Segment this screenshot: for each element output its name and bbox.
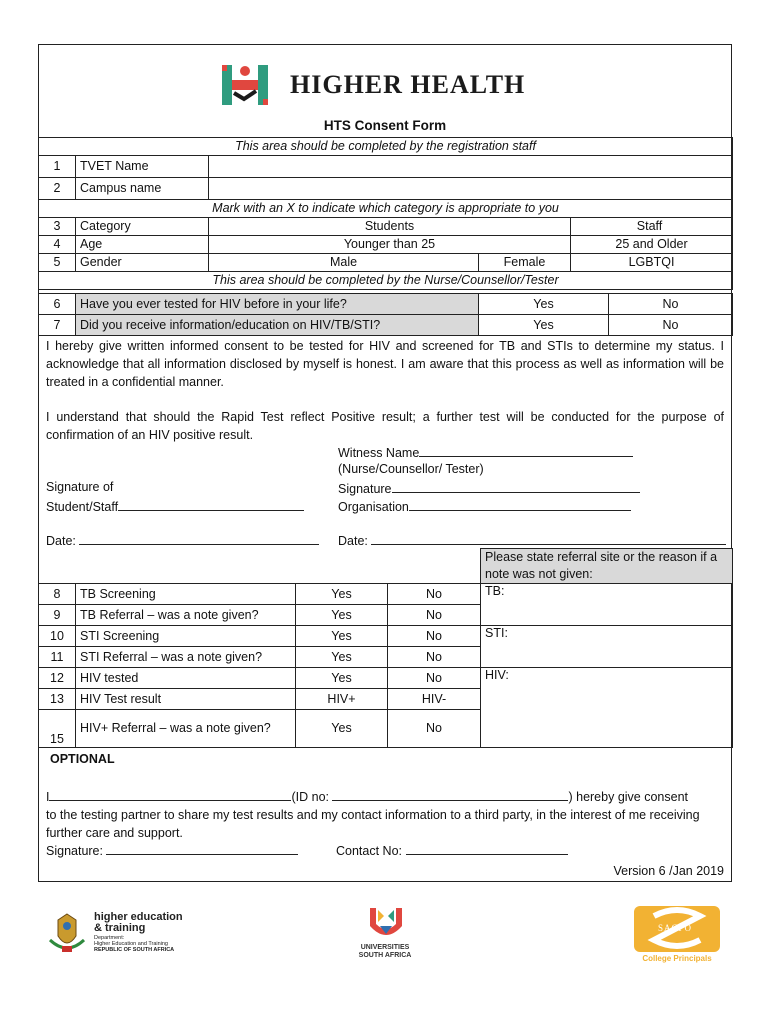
hiv-positive-referral-no[interactable]: No [388,710,481,748]
registration-table [38,137,733,290]
nurse-note: This area should be completed by the Nurse/Counsellor/Tester [39,272,733,290]
row-number: 15 [39,710,76,748]
received-education-question: Did you receive information/education on HIV/TB/STI? [76,315,479,336]
sti-screening-no[interactable]: No [388,626,481,647]
higher-health-mark-icon [220,63,280,107]
dhet-sub-2: Higher Education and Training [94,941,168,947]
row-number: 11 [39,647,76,668]
row-number: 6 [39,294,76,315]
sti-screening-yes[interactable]: Yes [296,626,388,647]
hiv-tested-before-no[interactable]: No [609,294,733,315]
received-education-yes[interactable]: Yes [479,315,609,336]
optional-heading: OPTIONAL [50,752,115,766]
consent-paragraph-1: I hereby give written informed consent to be tested for HIV and screened for TB and STIs to determine my status. I acknowledge that all information disclosed by myself is honest. I am aware that this process as well as information will be treated in a confidential manner. [46,339,724,389]
category-students-option[interactable]: Students [209,218,571,236]
sacpo-logo [632,906,722,966]
organisation-row [338,498,631,514]
optional-consent-tail: ) hereby give consent [568,790,688,804]
hiv-positive-referral-yes[interactable]: Yes [296,710,388,748]
student-signature-row [46,498,304,514]
date-label: Date: [46,534,76,548]
usaf-logo [350,906,420,966]
tvet-name-field[interactable] [209,156,733,178]
optional-name-field[interactable] [49,788,291,801]
coat-of-arms-icon [46,910,88,956]
usaf-mark-icon [366,906,406,940]
dhet-sub-1: Department: [94,935,125,941]
row-number: 13 [39,689,76,710]
gender-label: Gender [76,254,209,272]
campus-name-field[interactable] [209,178,733,200]
tb-referral-yes[interactable]: Yes [296,605,388,626]
age-under-25-option[interactable]: Younger than 25 [209,236,571,254]
signature-of-label: Signature of [46,480,114,494]
witness-signature-label: Signature [338,482,392,496]
dhet-line-1: higher education [94,911,183,923]
form-title: HTS Consent Form [323,118,447,133]
student-signature-field[interactable] [118,498,304,511]
optional-i-label: I [46,790,50,804]
consent-paragraph-2: I understand that should the Rapid Test reflect Positive result; a further test will be conducted for the purpose of confirmation of an HIV positive result. [46,410,724,442]
row-number: 8 [39,584,76,605]
dhet-line-2: & training [94,922,146,934]
sti-referral-no[interactable]: No [388,647,481,668]
row-number: 4 [39,236,76,254]
tb-referral-note-label: TB Referral – was a note given? [76,605,296,626]
optional-signature-label: Signature: [46,844,103,858]
optional-id-field[interactable] [332,788,568,801]
gender-male-option[interactable]: Male [209,254,479,272]
category-staff-option[interactable]: Staff [571,218,733,236]
gender-female-option[interactable]: Female [479,254,571,272]
hiv-tested-no[interactable]: No [388,668,481,689]
optional-paragraph: to the testing partner to share my test results and my contact information to a third party, in the interest of me receiving further care and support. [46,808,700,840]
brand-name: HIGHER HEALTH [290,70,526,99]
optional-signature-row [46,842,298,858]
witness-role-label: (Nurse/Counsellor/ Tester) [338,462,484,476]
higher-health-logo [220,63,280,107]
hiv-tested-yes[interactable]: Yes [296,668,388,689]
sti-screening-label: STI Screening [76,626,296,647]
row-number: 2 [39,178,76,200]
campus-name-label: Campus name [76,178,209,200]
row-number: 3 [39,218,76,236]
witness-date-row [338,532,726,548]
optional-consent-line [46,788,688,804]
optional-contact-label: Contact No: [336,844,403,858]
student-staff-label: Student/Staff [46,500,119,514]
optional-id-label: (ID no: [291,790,329,804]
row-number: 10 [39,626,76,647]
hiv-tested-label: HIV tested [76,668,296,689]
received-education-no[interactable]: No [609,315,733,336]
tb-screening-label: TB Screening [76,584,296,605]
row-number: 7 [39,315,76,336]
dhet-logo [46,910,196,960]
nurse-table [38,293,733,336]
tb-referral-label: TB: [485,584,505,598]
optional-contact-row [336,842,568,858]
hiv-referral-label: HIV: [485,668,509,682]
referral-header-spacer [39,549,481,584]
optional-contact-field[interactable] [406,842,568,855]
tb-referral-field[interactable] [481,584,733,626]
dhet-sub-3: REPUBLIC OF SOUTH AFRICA [94,947,175,953]
sti-referral-note-label: STI Referral – was a note given? [76,647,296,668]
witness-signature-field[interactable] [392,480,640,493]
tb-screening-no[interactable]: No [388,584,481,605]
sacpo-mark-text: SACPO [658,923,693,933]
organisation-field[interactable] [409,498,631,511]
hiv-negative-option[interactable]: HIV- [388,689,481,710]
row-number: 1 [39,156,76,178]
referral-table [38,548,733,748]
age-label: Age [76,236,209,254]
gender-lgbtqi-option[interactable]: LGBTQI [571,254,733,272]
hiv-referral-field[interactable] [481,668,733,748]
version-label: Version 6 /Jan 2019 [613,864,724,878]
hiv-tested-before-question: Have you ever tested for HIV before in your life? [76,294,479,315]
age-25-older-option[interactable]: 25 and Older [571,236,733,254]
row-number: 12 [39,668,76,689]
witness-date-field[interactable] [371,532,726,545]
witness-name-label: Witness Name [338,446,420,460]
optional-signature-field[interactable] [106,842,298,855]
witness-name-field[interactable] [419,444,633,457]
referral-header: Please state referral site or the reason if a note was not given: [481,549,733,584]
witness-name-row [338,444,633,460]
sti-referral-field[interactable] [481,626,733,668]
witness-signature-row [338,480,640,496]
sacpo-tagline: College Principals [642,954,712,963]
tb-referral-no[interactable]: No [388,605,481,626]
hiv-test-result-label: HIV Test result [76,689,296,710]
sti-referral-label: STI: [485,626,508,640]
tvet-name-label: TVET Name [76,156,209,178]
row-number: 9 [39,605,76,626]
hiv-positive-option[interactable]: HIV+ [296,689,388,710]
date-label: Date: [338,534,368,548]
category-label: Category [76,218,209,236]
student-date-row [46,532,319,548]
row-number: 5 [39,254,76,272]
tb-screening-yes[interactable]: Yes [296,584,388,605]
sti-referral-yes[interactable]: Yes [296,647,388,668]
hiv-tested-before-yes[interactable]: Yes [479,294,609,315]
usaf-line-1: UNIVERSITIES [360,944,410,951]
hiv-positive-referral-label: HIV+ Referral – was a note given? [76,710,296,748]
organisation-label: Organisation [338,500,409,514]
usaf-line-2: SOUTH AFRICA [358,952,412,959]
student-date-field[interactable] [79,532,319,545]
registration-note: This area should be completed by the registration staff [39,138,733,156]
category-note: Mark with an X to indicate which category is appropriate to you [39,200,733,218]
